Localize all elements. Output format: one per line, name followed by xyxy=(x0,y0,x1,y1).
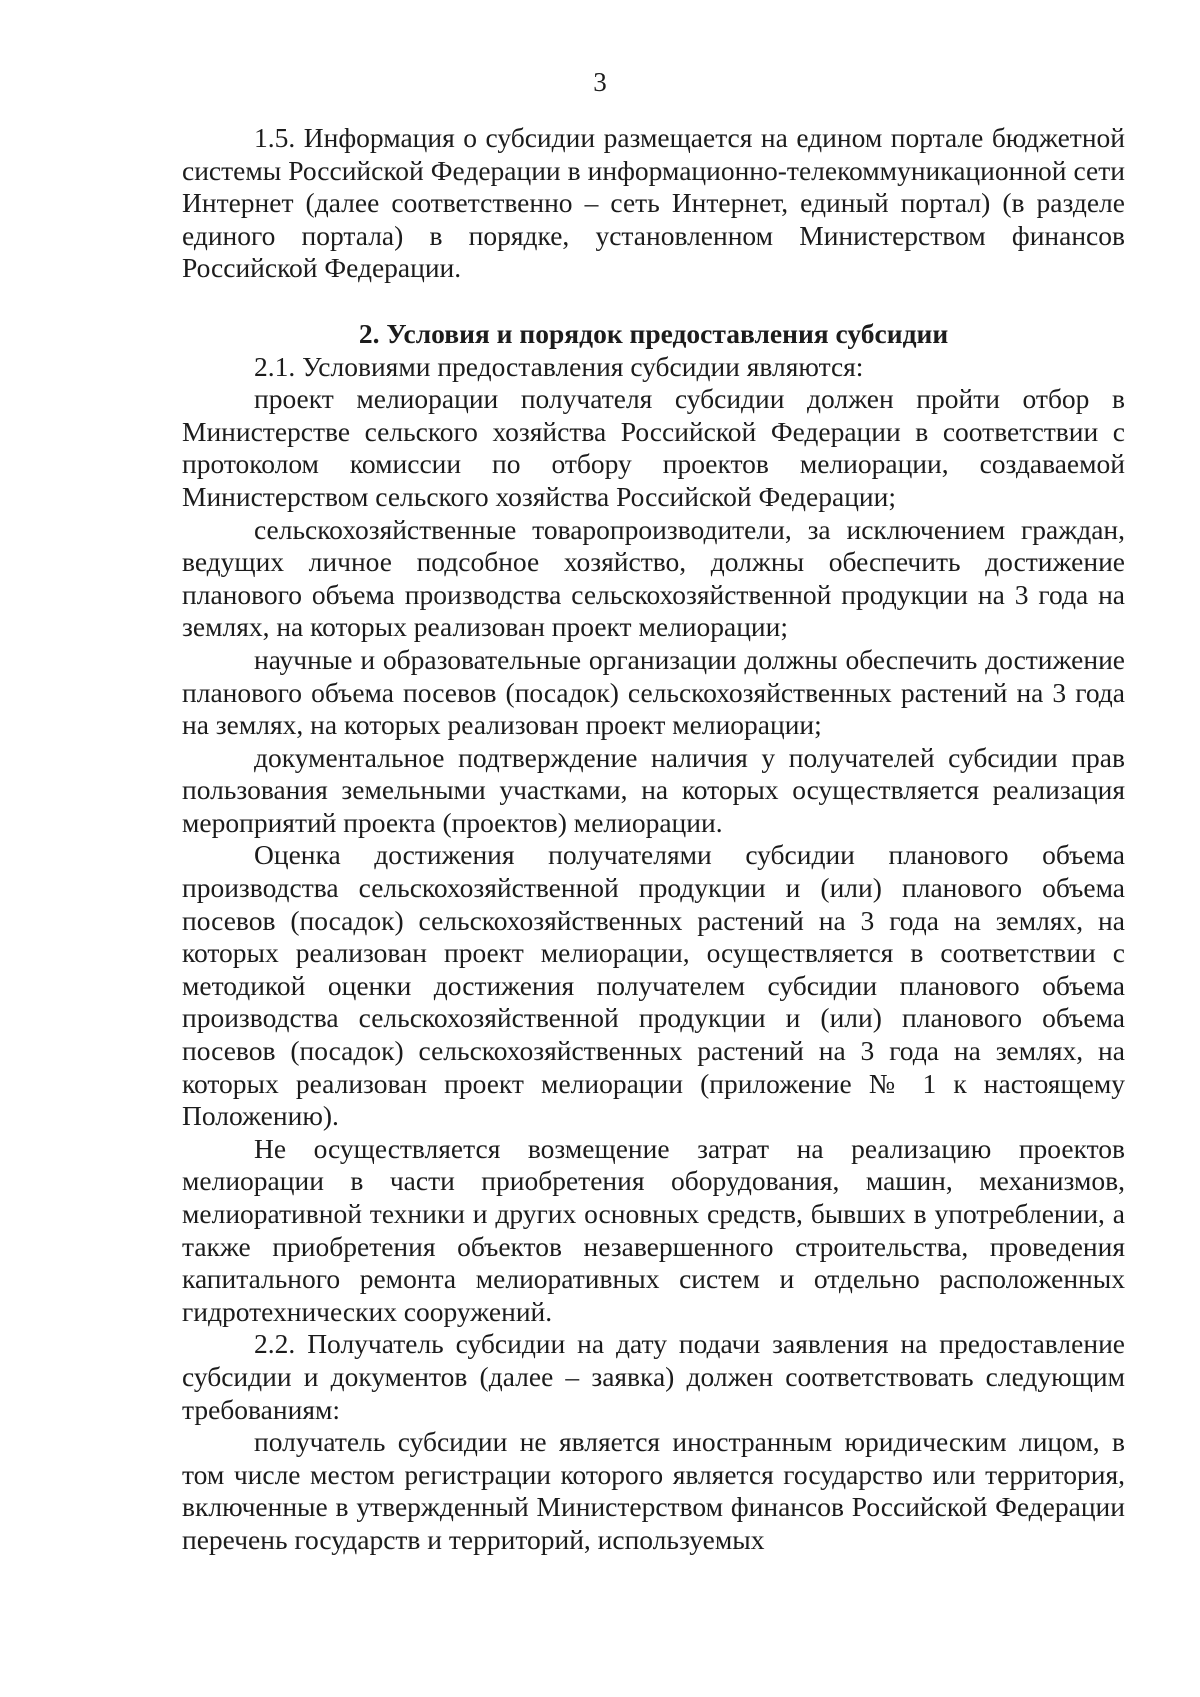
paragraph-foreign-entity: получатель субсидии не является иностранным юридическим лицом, в том числе местом регистрации которого является государство или территория, включенные в утвержденный Министерством финансов Российской Федерации перечень государств и территорий, используемых xyxy=(182,1426,1125,1555)
paragraph-assessment: Оценка достижения получателями субсидии планового объема производства сельскохозяйственной продукции и (или) планового объема посевов (посадок) сельскохозяйственных растений на 3 года на землях, на которых реализован проект мелиорации, осуществляется в соответствии с методикой оценки достижения получателем субсидии планового объема производства сельскохозяйственной продукции и (или) планового объема посевов (посадок) сельскохозяйственных растений на 3 года на землях, на которых реализован проект мелиорации (приложение № 1 к настоящему Положению). xyxy=(182,839,1125,1132)
paragraph-2-1: 2.1. Условиями предоставления субсидии являются: xyxy=(254,350,864,382)
paragraph-condition-land-rights: документальное подтверждение наличия у получателей субсидии прав пользования земельными участками, на которых осуществляется реализация мероприятий проекта (проектов) мелиорации. xyxy=(182,741,1125,838)
paragraph-condition-selection: проект мелиорации получателя субсидии должен пройти отбор в Министерстве сельского хозяйства Российской Федерации в соответствии с протоколом комиссии по отбору проектов мелиорации, создаваемой Министерством сельского хозяйства Российской Федерации; xyxy=(182,383,1125,512)
paragraph-no-reimbursement: Не осуществляется возмещение затрат на реализацию проектов мелиорации в части приобретения оборудования, машин, механизмов, мелиоративной техники и других основных средств, бывших в употреблении, а также приобретения объектов незавершенного строительства, проведения капитального ремонта мелиоративных систем и отдельно расположенных гидротехнических сооружений. xyxy=(182,1132,1125,1327)
paragraph-condition-scientific: научные и образовательные организации должны обеспечить достижение планового объема посевов (посадок) сельскохозяйственных растений на 3 года на землях, на которых реализован проект мелиорации; xyxy=(182,643,1125,741)
paragraph-1-5: 1.5. Информация о субсидии размещается на едином портале бюджетной системы Российской Федерации в информационно-телекоммуникационной сети Интернет (далее соответственно – сеть Интернет, единый портал) (в разделе единого портала) в порядке, установленном Министерством финансов Российской Федерации. xyxy=(182,122,1125,284)
page-number: 3 xyxy=(593,67,607,97)
paragraph-2-2: 2.2. Получатель субсидии на дату подачи заявления на предоставление субсидии и документов (далее – заявка) должен соответствовать следующим требованиям: xyxy=(182,1328,1125,1425)
paragraph-condition-producers: сельскохозяйственные товаропроизводители, за исключением граждан, ведущих личное подсобное хозяйство, должны обеспечить достижение планового объема производства сельскохозяйственной продукции на 3 года на землях, на которых реализован проект мелиорации; xyxy=(182,513,1125,643)
document-body xyxy=(182,122,1125,1557)
section-heading: 2. Условия и порядок предоставления субсидии xyxy=(358,317,949,349)
